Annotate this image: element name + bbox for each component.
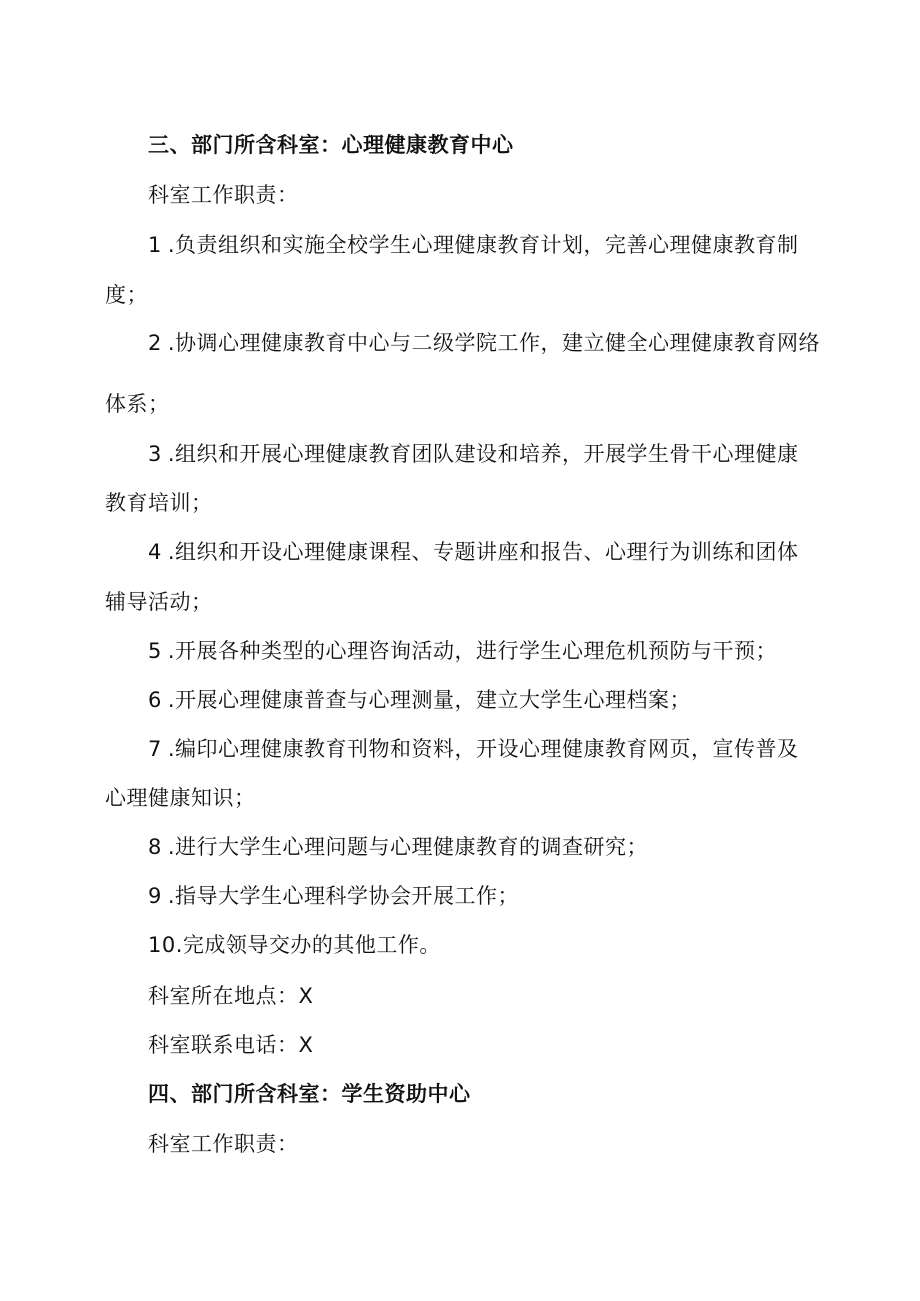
duty-text: .组织和开设心理健康课程、专题讲座和报告、心理行为训练和团体 [167, 540, 799, 564]
office-location: 科室所在地点：X [148, 984, 314, 1008]
duty-text: .开展心理健康普查与心理测量，建立大学生心理档案； [167, 688, 692, 712]
duty-item-9 [148, 882, 519, 910]
duty-number: 2 [148, 331, 162, 355]
duty-item-2-continued: 体系； [105, 392, 170, 416]
duty-number: 1 [148, 233, 162, 257]
duty-text: .指导大学生心理科学协会开展工作； [167, 884, 520, 908]
duty-number: 6 [148, 688, 162, 712]
duty-item-1 [148, 231, 799, 259]
section-3-heading: 三、部门所含科室：心理健康教育中心 [148, 133, 514, 157]
duty-text: .开展各种类型的心理咨询活动，进行学生心理危机预防与干预； [167, 639, 778, 663]
duty-item-1-continued: 度； [105, 283, 148, 307]
duty-text: .协调心理健康教育中心与二级学院工作，建立健全心理健康教育网络 [167, 331, 821, 355]
duty-number: 9 [148, 884, 162, 908]
duty-item-3 [148, 440, 799, 468]
duty-number: 4 [148, 540, 162, 564]
duty-text: .组织和开展心理健康教育团队建设和培养，开展学生骨干心理健康 [167, 442, 799, 466]
office-phone: 科室联系电话：X [148, 1033, 314, 1057]
duty-text: .进行大学生心理问题与心理健康教育的调查研究； [167, 835, 649, 859]
duty-item-6 [148, 686, 691, 714]
duty-item-4-continued: 辅导活动； [105, 590, 213, 614]
duty-item-2 [148, 329, 820, 357]
section-3-duties-label: 科室工作职责： [148, 183, 299, 207]
duty-item-10: 10.完成领导交办的其他工作。 [148, 933, 441, 957]
duty-item-4 [148, 538, 799, 566]
duty-number: 5 [148, 639, 162, 663]
duty-item-7-continued: 心理健康知识； [105, 786, 256, 810]
duty-item-7 [148, 735, 799, 763]
duty-item-5 [148, 637, 777, 665]
duty-text: .编印心理健康教育刊物和资料，开设心理健康教育网页，宣传普及 [167, 737, 799, 761]
duty-item-8 [148, 833, 648, 861]
duty-item-3-continued: 教育培训； [105, 491, 213, 515]
duty-text: .负责组织和实施全校学生心理健康教育计划，完善心理健康教育制 [167, 233, 799, 257]
duty-number: 8 [148, 835, 162, 859]
duty-number: 3 [148, 442, 162, 466]
section-4-heading: 四、部门所含科室：学生资助中心 [148, 1082, 471, 1106]
duty-number: 7 [148, 737, 162, 761]
section-4-duties-label: 科室工作职责： [148, 1132, 299, 1156]
